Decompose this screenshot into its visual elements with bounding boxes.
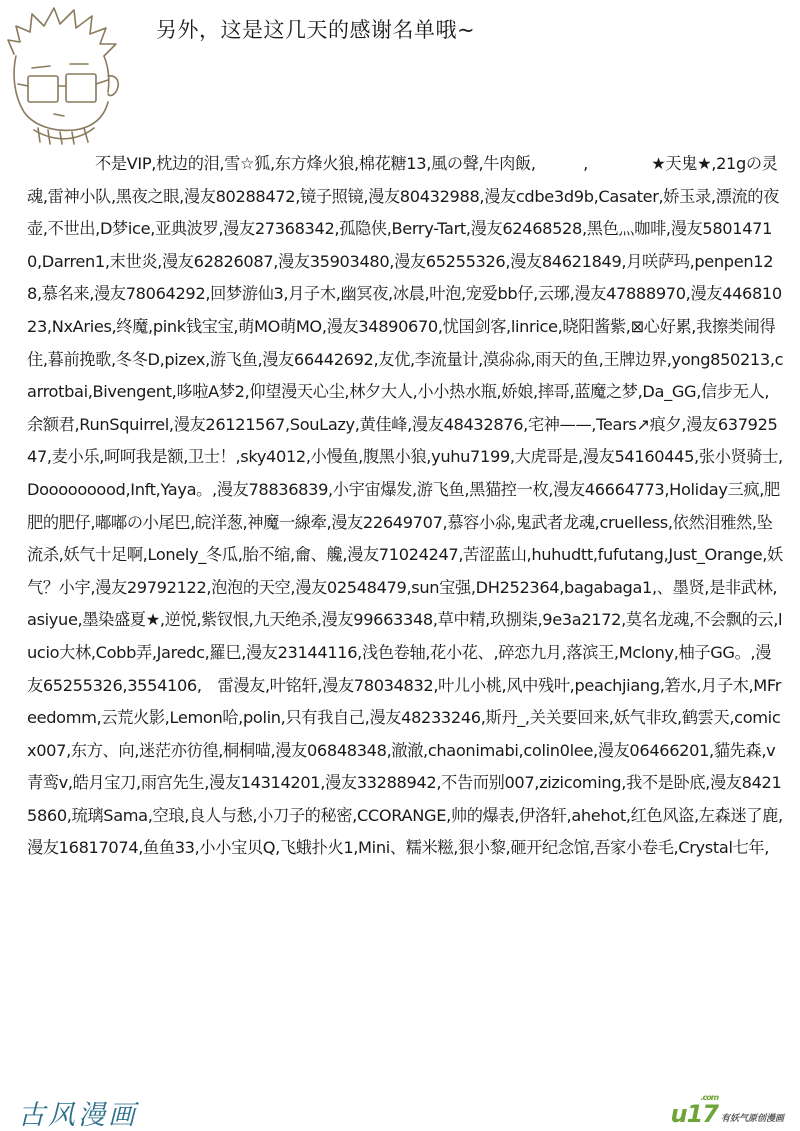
brand-logo-gufeng-manhua: 古风漫画 <box>18 1100 138 1131</box>
page-title: 另外，这是这几天的感谢名单哦~ <box>156 18 476 42</box>
thanks-list-paragraph: 不是VIP,枕边的泪,雪☆狐,东方烽火狼,棉花糖13,風の聲,牛肉飯, , ★天鬼★,21gの灵魂,雷神小队,黑夜之眼,漫友80288472,镜子照镜,漫友80432988,漫友cdbe3d9b,Casater,娇玉录,漂流的夜壶,不世出,D梦ice,亚典波罗,漫友27368342,孤隐侠,Berry-Tart,漫友62468528,黑色灬咖啡,漫友58014710,Darren1,末世炎,漫友62826087,漫友35903480,漫友65255326,漫友84621849,月咲萨玛,penpen128,慕名来,漫友78064292,回梦游仙3,月子木,幽冥夜,冰晨,叶泡,宠爱bb仔,云琊,漫友47888970,漫友44681023,NxAries,终魔,pink钱宝宝,萌MO萌MO,漫友34890670,忧国剑客,linrice,晓阳酱紫,⊠心好累,我擦类闹得住,暮前挽歌,冬冬D,pizex,游飞鱼,漫友66442692,友优,李流量计,漠尛尛,雨天的鱼,王牌边界,yong850213,carrotbai,Bivengent,哆啦A梦2,仰望漫天心尘,林夕大人,小小热水瓶,娇娘,摔哥,蓝魔之梦,Da_GG,信步无人,余额君,RunSquirrel,漫友26121567,SouLazy,黄佳峰,漫友48432876,宅神——,Tears↗痕夕,漫友63792547,麦小乐,呵呵我是额,卫士！,sky4012,小慢鱼,腹黑小狼,yuhu7199,大虎哥是,漫友54160445,张小贤骑士,Dooooooood,Inft,Yaya。,漫友78836839,小宇宙爆发,游飞鱼,黑猫控一枚,漫友46664773,Holiday三疯,肥肥的肥仔,嘟嘟の小尾巴,皖洋葱,神魔一線牽,漫友22649707,慕容小尛,鬼武者龙魂,cruelless,依然泪雅然,坠流杀,妖气十足啊,Lonely_冬瓜,胎不缩,龠、艬,漫友71024247,苦涩蓝山,huhudtt,fufutang,Just_Orange,妖气？小宇,漫友29792122,泡泡的天空,漫友02548479,sun宝强,DH252364,bagabaga1,、墨贤,是非武林,asiyue,墨染盛夏★,逆悦,紫钗恨,九天绝杀,漫友99663348,草中精,玖捌柒,9e3a2172,莫名龙魂,不会飘的云,lucio大林,Cobb弄,Jaredc,羅巳,漫友23144116,浅色卷轴,花小花、,碎恋九月,落滨王,Mclony,柚子GG。,漫友65255326,3554106, 雷漫友,叶铭轩,漫友78034832,叶儿小桃,风中残叶,peachjiang,箬水,月子木,MFreedomm,云荒火影,Lemon哈,polin,只有我自己,漫友48233246,斯丹_,关关要回来,妖气非玫,鹤雲天,comicx007,东方、向,迷茫亦彷徨,桐桐喵,漫友06848348,澈澈,chaonimabi,colin0lee,漫友06466201,貓先森,v青鸾v,皓月宝刀,雨宫先生,漫友14314201,漫友33288942,不告而别007,zizicoming,我不是卧底,漫友84215860,琉璃Sama,空琅,良人与愁,小刀子的秘密,CCORANGE,帅的爆表,伊洛轩,ahehot,红色风盗,左森迷了鹿,漫友16817074,鱼鱼33,小小宝贝Q,飞蛾扑火1,Mini、糯米糍,狠小黎,砸开纪念馆,吾家小卷毛,Crystal七年, <box>27 154 784 858</box>
u17-brand-logo <box>634 1093 784 1128</box>
u17-slogan-text: 有妖气原创漫画 <box>720 1114 784 1124</box>
author-avatar-sketch-icon <box>4 4 132 146</box>
u17-logo-text: u17 .com <box>670 1093 719 1128</box>
u17-domain-text: .com <box>700 1093 719 1102</box>
